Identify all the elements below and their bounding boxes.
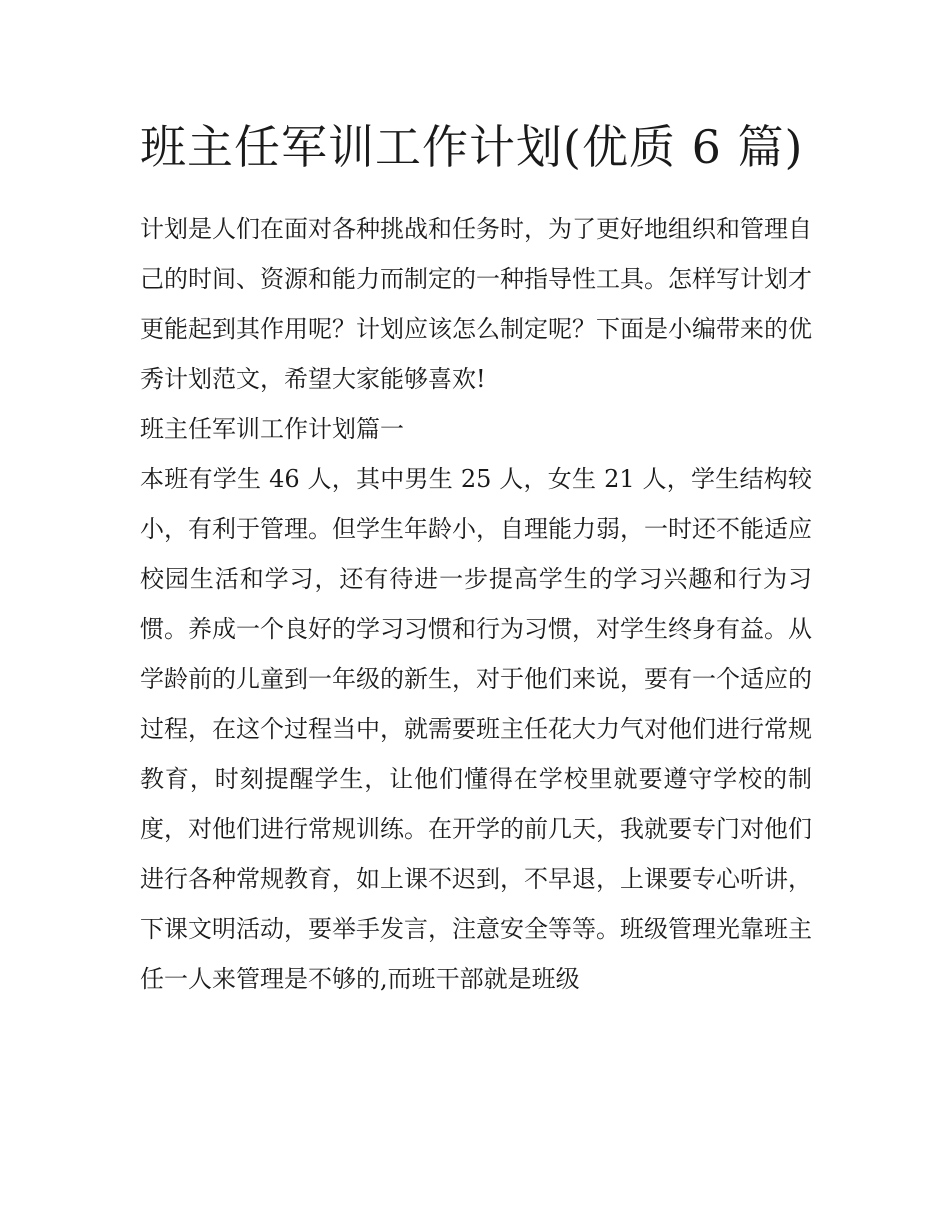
page-title: 班主任军训工作计划(优质 6 篇) xyxy=(140,120,804,174)
intro-paragraph: 计划是人们在面对各种挑战和任务时，为了更好地组织和管理自己的时间、资源和能力而制定的一种指导性工具。怎样写计划才更能起到其作用呢？计划应该怎么制定呢？下面是小编带来的优秀计划范文，希望大家能够喜欢! xyxy=(140,215,812,393)
document-page xyxy=(140,112,812,1004)
body-paragraph: 本班有学生 46 人，其中男生 25 人，女生 21 人，学生结构较小，有利于管理。但学生年龄小，自理能力弱，一时还不能适应校园生活和学习，还有待进一步提高学生的学习兴趣和行为习惯。养成一个良好的学习习惯和行为习惯，对学生终身有益。从学龄前的儿童到一年级的新生，对于他们来说，要有一个适应的过程，在这个过程当中，就需要班主任花大力气对他们进行常规教育，时刻提醒学生，让他们懂得在学校里就要遵守学校的制度，对他们进行常规训练。在开学的前几天，我就要专门对他们进行各种常规教育，如上课不迟到，不早退，上课要专心听讲，下课文明活动，要举手发言，注意安全等等。班级管理光靠班主任一人来管理是不够的,而班干部就是班级 xyxy=(140,465,812,993)
section-heading: 班主任军训工作计划篇一 xyxy=(140,415,404,443)
